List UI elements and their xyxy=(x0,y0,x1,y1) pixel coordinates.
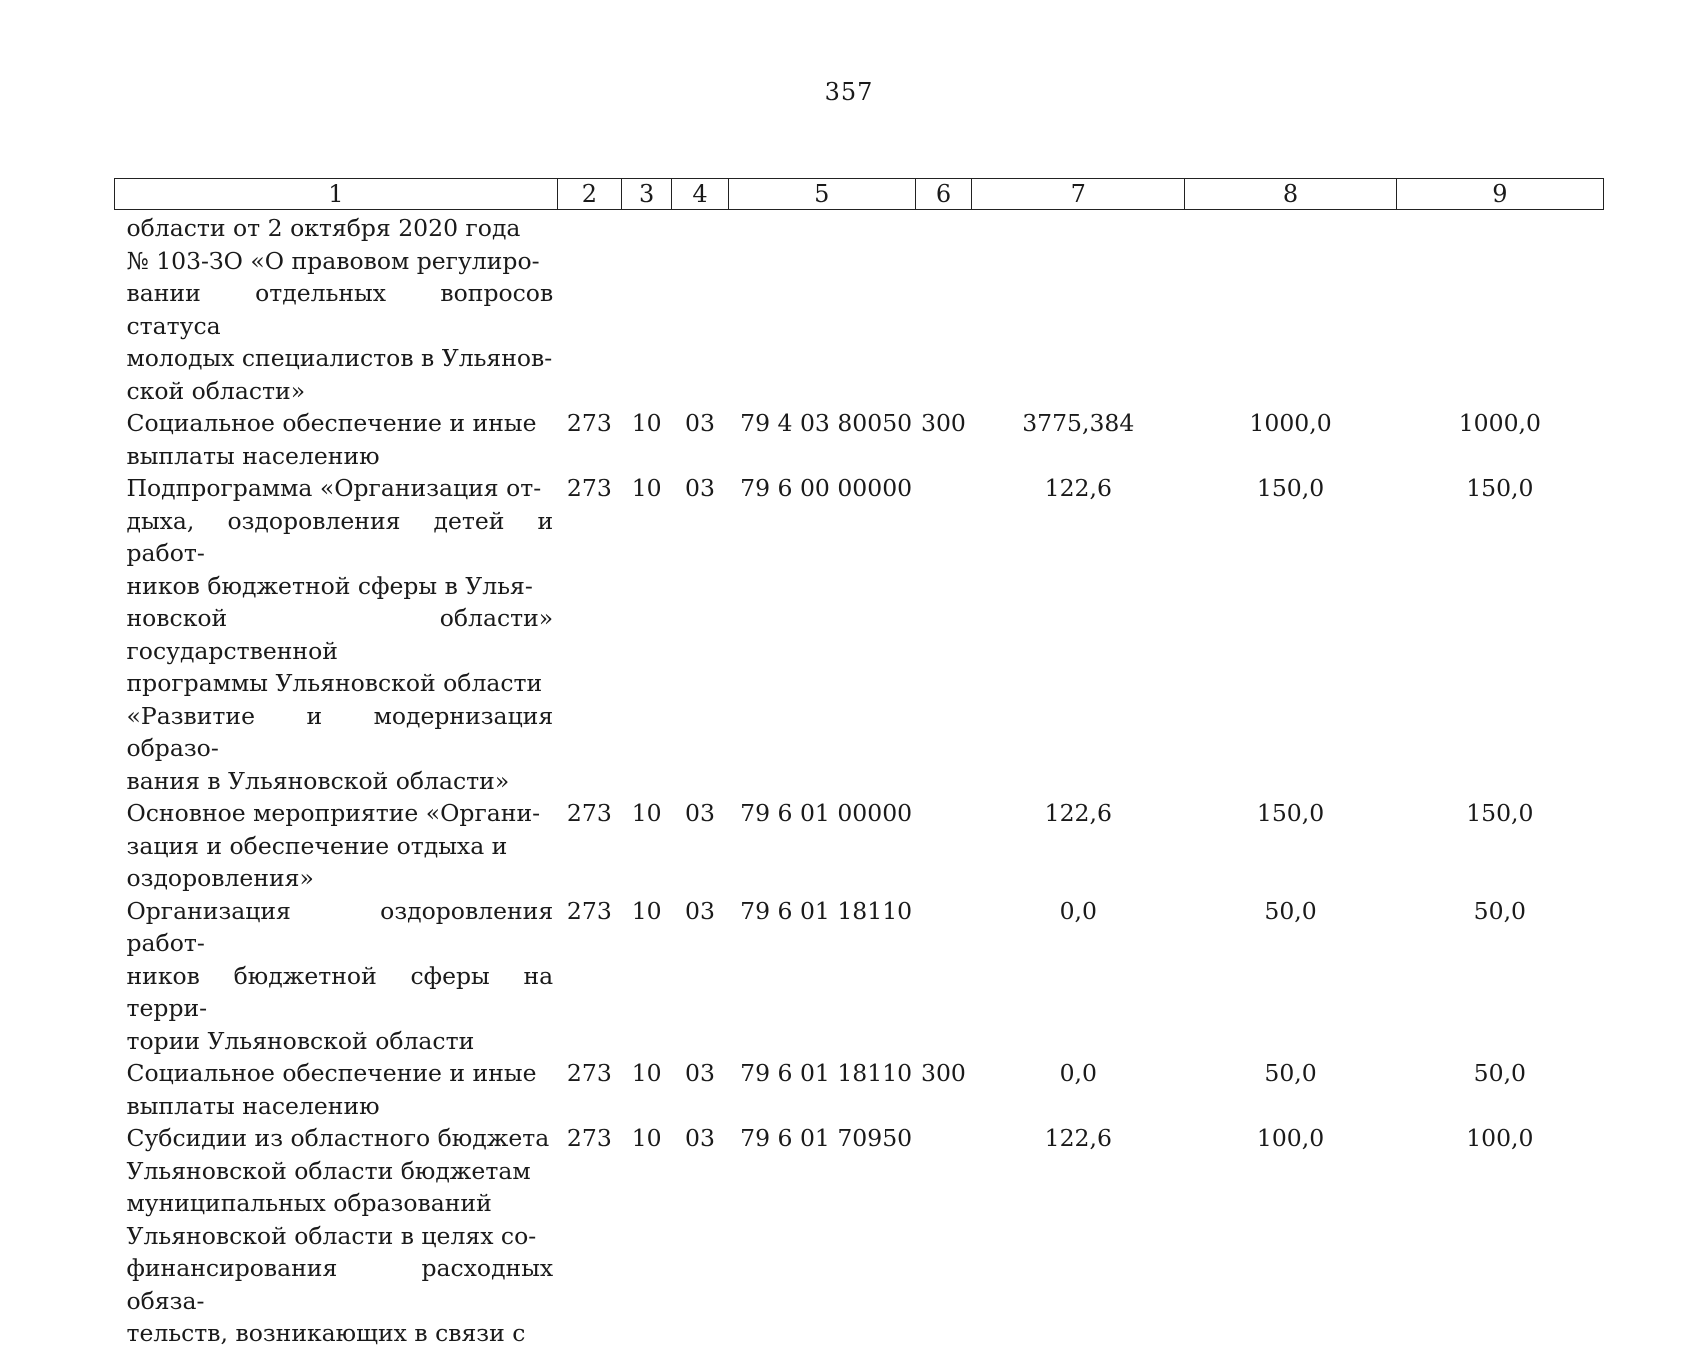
budget-table xyxy=(114,178,1604,1350)
description-line: дыха, оздоровления детей и работ- xyxy=(126,506,554,567)
cell-amount-col8 xyxy=(1185,210,1396,408)
cell-subsection: 03 xyxy=(685,1124,715,1152)
description-line: оздоровления» xyxy=(126,864,314,892)
cell-amount-col8: 1000,0 xyxy=(1249,409,1332,437)
header-col-1: 1 xyxy=(115,179,558,210)
cell-amount-col9: 50,0 xyxy=(1473,1059,1526,1087)
cell-amount-col9: 100,0 xyxy=(1466,1124,1534,1152)
cell-subsection: 03 xyxy=(685,409,715,437)
description-line: выплаты населению xyxy=(126,1091,380,1120)
cell-target-article: 79 6 01 18110 xyxy=(740,896,913,925)
cell-subsection: 03 xyxy=(685,1059,715,1087)
cell-amount-col9: 50,0 xyxy=(1473,896,1526,925)
cell-admin-code: 273 xyxy=(566,1124,612,1152)
description-line: вании отдельных вопросов статуса xyxy=(126,279,554,340)
cell-amount-col7 xyxy=(972,210,1185,408)
description-line: ников бюджетной сферы на терри- xyxy=(126,961,554,1022)
table-row xyxy=(115,210,1604,408)
cell-section: 10 xyxy=(631,1059,662,1087)
cell-amount-col7: 122,6 xyxy=(1044,1124,1112,1152)
table-row xyxy=(115,895,1604,1058)
cell-section: 10 xyxy=(631,799,662,827)
description-line: вания в Ульяновской области» xyxy=(126,766,510,795)
cell-admin-code: 273 xyxy=(566,896,612,925)
cell-expense-type xyxy=(915,895,971,1058)
description-line: финансирования расходных обяза- xyxy=(126,1254,554,1315)
description-line: Социальное обеспечение и иные xyxy=(126,1059,537,1087)
cell-expense-type xyxy=(915,1122,971,1350)
description-line: ской области» xyxy=(126,376,306,405)
description-line: ников бюджетной сферы в Улья- xyxy=(126,571,533,600)
cell-amount-col8: 50,0 xyxy=(1264,1059,1317,1087)
cell-section: 10 xyxy=(631,896,662,925)
description-line: Подпрограмма «Организация от- xyxy=(126,474,542,502)
cell-amount-col8: 50,0 xyxy=(1264,896,1317,925)
description-line: области от 2 октября 2020 года xyxy=(126,214,521,242)
cell-amount-col8: 150,0 xyxy=(1256,799,1325,827)
header-col-6: 6 xyxy=(915,179,971,210)
description-line: молодых специалистов в Ульянов- xyxy=(126,344,553,372)
cell-amount-col9 xyxy=(1396,210,1603,408)
cell-amount-col7: 3775,384 xyxy=(1022,409,1135,437)
cell-amount-col8: 100,0 xyxy=(1256,1124,1325,1152)
table-row xyxy=(115,1122,1604,1350)
description-line: Основное мероприятие «Органи- xyxy=(126,799,541,827)
cell-section xyxy=(622,210,672,408)
row-description xyxy=(115,797,558,895)
row-description xyxy=(115,1122,558,1350)
cell-admin-code xyxy=(557,210,621,408)
row-description xyxy=(115,210,558,408)
cell-subsection: 03 xyxy=(685,896,715,925)
page-number: 357 xyxy=(824,78,874,106)
header-col-4: 4 xyxy=(672,179,728,210)
header-col-3: 3 xyxy=(622,179,672,210)
row-description xyxy=(115,472,558,797)
description-line: муниципальных образований xyxy=(126,1189,492,1217)
cell-target-article: 79 6 01 70950 xyxy=(740,1124,913,1152)
header-col-2: 2 xyxy=(557,179,621,210)
cell-target-article xyxy=(728,210,915,408)
cell-section: 10 xyxy=(631,474,662,502)
cell-admin-code: 273 xyxy=(566,409,612,437)
cell-amount-col9: 1000,0 xyxy=(1458,409,1541,437)
description-line: Субсидии из областного бюджета xyxy=(126,1124,550,1152)
cell-admin-code: 273 xyxy=(566,799,612,827)
cell-subsection: 03 xyxy=(685,474,715,502)
cell-expense-type xyxy=(915,210,971,408)
cell-subsection xyxy=(672,210,728,408)
table-row xyxy=(115,797,1604,895)
description-line: Организация оздоровления работ- xyxy=(126,896,554,957)
cell-amount-col9: 150,0 xyxy=(1466,474,1534,502)
cell-expense-type xyxy=(915,472,971,797)
cell-amount-col8: 150,0 xyxy=(1256,474,1325,502)
cell-amount-col7: 122,6 xyxy=(1044,799,1112,827)
cell-subsection: 03 xyxy=(685,799,715,827)
cell-target-article: 79 6 01 00000 xyxy=(740,799,913,827)
cell-expense-type: 300 xyxy=(921,409,966,437)
description-line: «Развитие и модернизация образо- xyxy=(126,701,554,762)
description-line: программы Ульяновской области xyxy=(126,669,543,697)
description-line: тории Ульяновской области xyxy=(126,1026,475,1055)
table-header xyxy=(115,179,1604,210)
cell-target-article: 79 4 03 80050 xyxy=(740,409,913,437)
cell-amount-col9: 150,0 xyxy=(1466,799,1534,827)
cell-admin-code: 273 xyxy=(566,1059,612,1087)
cell-amount-col7: 122,6 xyxy=(1044,474,1112,502)
header-row xyxy=(115,179,1604,210)
description-line: Ульяновской области в целях со- xyxy=(126,1221,537,1250)
table-body xyxy=(115,210,1604,1350)
cell-target-article: 79 6 00 00000 xyxy=(740,474,913,502)
description-line: зация и обеспечение отдыха и xyxy=(126,831,508,860)
header-col-5: 5 xyxy=(728,179,915,210)
description-line: выплаты населению xyxy=(126,441,380,470)
header-col-9: 9 xyxy=(1396,179,1603,210)
budget-table-container xyxy=(114,178,1604,1350)
cell-target-article: 79 6 01 18110 xyxy=(740,1059,913,1087)
description-line: Ульяновской области бюджетам xyxy=(126,1156,531,1185)
cell-admin-code: 273 xyxy=(566,474,612,502)
cell-section: 10 xyxy=(631,1124,662,1152)
cell-section: 10 xyxy=(631,409,662,437)
header-col-7: 7 xyxy=(972,179,1185,210)
cell-expense-type xyxy=(915,797,971,895)
description-line: Социальное обеспечение и иные xyxy=(126,409,537,437)
header-col-8: 8 xyxy=(1185,179,1396,210)
cell-amount-col7: 0,0 xyxy=(1059,1059,1097,1087)
cell-expense-type: 300 xyxy=(921,1059,966,1087)
cell-amount-col7: 0,0 xyxy=(1059,896,1097,925)
description-line: тельств, возникающих в связи с xyxy=(126,1319,526,1347)
table-row xyxy=(115,407,1604,472)
row-description xyxy=(115,895,558,1058)
table-row xyxy=(115,1057,1604,1122)
row-description xyxy=(115,407,558,472)
description-line: новской области» государственной xyxy=(126,604,554,665)
table-row xyxy=(115,472,1604,797)
row-description xyxy=(115,1057,558,1122)
description-line: № 103-ЗО «О правовом регулиро- xyxy=(126,246,540,275)
